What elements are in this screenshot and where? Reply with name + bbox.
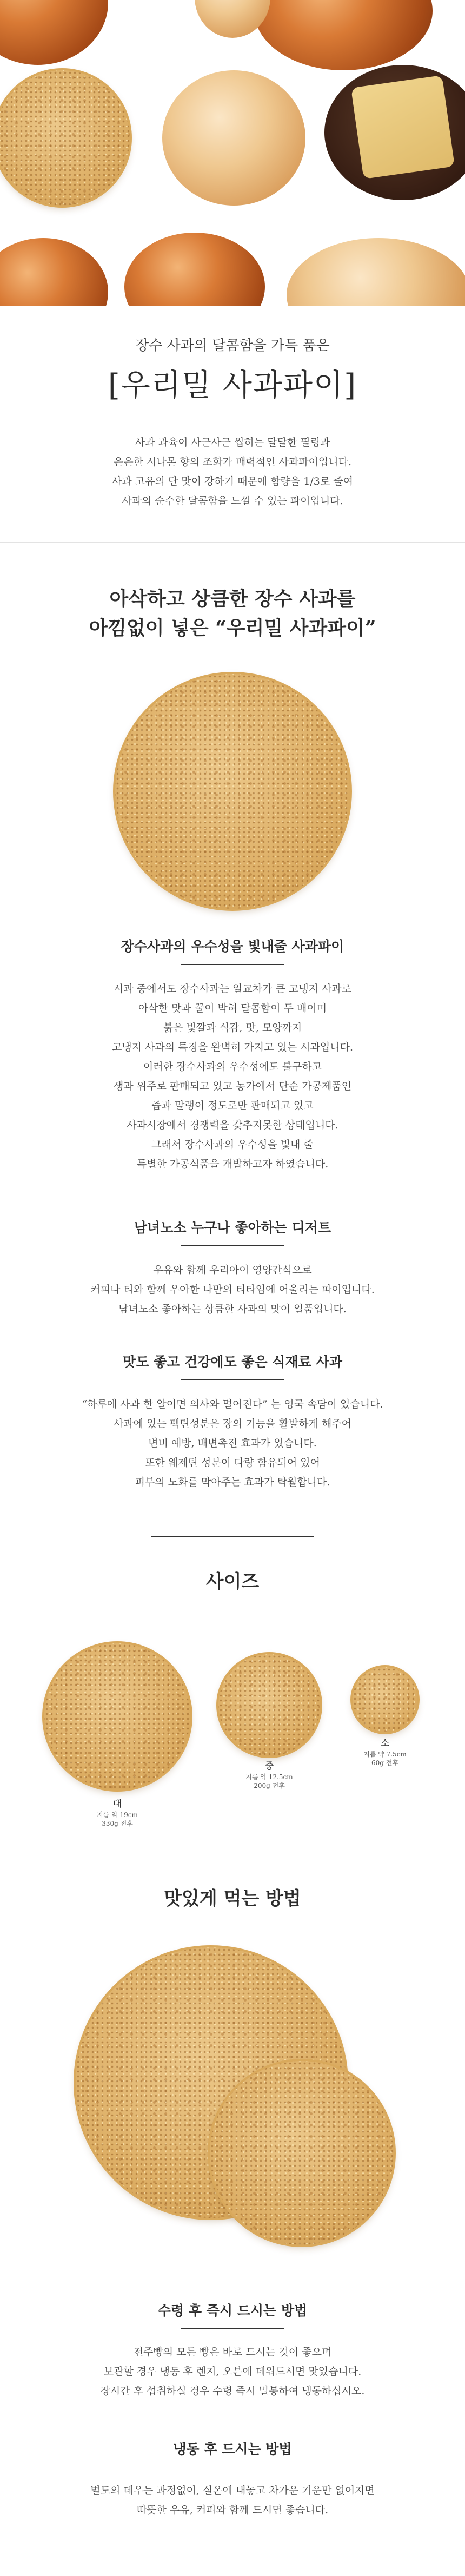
- section1-line: 즙과 말랭이 정도로만 판매되고 있고: [151, 1100, 314, 1112]
- intro-description: [0, 433, 465, 511]
- section2-line: 남녀노소 좋아하는 상큼한 사과의 맛이 일품입니다.: [118, 1303, 347, 1315]
- intro-line: 사과 고유의 단 맛이 강하기 때문에 함량을 1/3로 줄여: [112, 475, 353, 487]
- section3-line: “하루에 사과 한 알이면 의사와 멀어진다” 는 영국 속담이 있습니다.: [82, 1398, 383, 1410]
- section1-line: 시과 중에서도 장수사과는 일교차가 큰 고냉지 사과로: [113, 983, 352, 995]
- headline-line: 아낌없이 넣은 “우리밀 사과파이”: [89, 617, 376, 639]
- bread-photo: [287, 238, 465, 306]
- tip1-title: 수령 후 즉시 드시는 방법: [157, 2303, 308, 2319]
- apple-pie-small-photo: [353, 1667, 417, 1732]
- section1-body: [0, 979, 465, 1174]
- section-underline: [181, 964, 284, 965]
- tip1-line: 전주빵의 모든 빵은 바로 드시는 것이 좋으며: [133, 2346, 332, 2358]
- cheese-topping-photo: [351, 75, 455, 179]
- section3-line: 또한 웨제틴 성분이 다량 함유되어 있어: [145, 1457, 320, 1469]
- bread-photo: [195, 0, 270, 38]
- section-divider: [151, 1536, 314, 1537]
- section1-line: 아삭한 맛과 꿀이 박혀 달콤함이 두 배이며: [138, 1002, 327, 1014]
- section3-title: 맛도 좋고 건강에도 좋은 식재료 사과: [123, 1354, 342, 1370]
- size-diameter: 지름 약 7.5cm: [363, 1751, 407, 1758]
- intro-line: 사과의 순수한 달콤함을 느낄 수 있는 파이입니다.: [122, 495, 343, 507]
- section2-line: 커피나 티와 함께 우아한 나만의 티타임에 어울리는 파이입니다.: [90, 1284, 375, 1296]
- size-diameter: 지름 약 19cm: [97, 1811, 138, 1819]
- bread-photo: [254, 0, 433, 70]
- tip1-body: [0, 2342, 465, 2401]
- page-title: [우리밀 사과파이]: [108, 368, 357, 403]
- headline-line: 아삭하고 상큼한 장수 사과를: [109, 587, 356, 610]
- section1-line: 고냉지 사과의 특징을 완벽히 가지고 있는 시과입니다.: [111, 1041, 354, 1053]
- size-weight: 60g 전후: [371, 1759, 398, 1767]
- section3-line: 피부의 노화를 막아주는 효과가 탁월합니다.: [135, 1476, 330, 1488]
- bread-photo: [0, 238, 108, 306]
- size-medium-label: [221, 1758, 318, 1790]
- section1-line: 이러한 장수사과의 우수성에도 불구하고: [143, 1061, 322, 1073]
- size-large-label: [69, 1796, 166, 1828]
- section3-body: [0, 1395, 465, 1492]
- apple-pie-photo: [0, 70, 130, 206]
- section-underline: [181, 2328, 284, 2329]
- section-underline: [181, 1245, 284, 1246]
- intro-kicker: 장수 사과의 달콤함을 가득 품은: [135, 338, 330, 354]
- section1-line: 그래서 장수사과의 우수성을 빛내 줄: [151, 1139, 314, 1151]
- tip2-line: 별도의 데우는 과정없이, 실온에 내놓고 차가운 기운만 없어지면: [90, 2485, 375, 2496]
- section1-line: 붉은 빛깔과 식감, 맛, 모양까지: [163, 1022, 302, 1034]
- intro-line: 사과 과육이 사근사근 씹히는 달달한 필링과: [135, 437, 330, 448]
- section2-body: [0, 1260, 465, 1319]
- section1-line: 특별한 가공식품을 개발하고자 하였습니다.: [136, 1158, 329, 1170]
- section-divider: [0, 542, 465, 543]
- apple-pie-large-photo: [44, 1643, 190, 1789]
- section3-line: 사과에 있는 펙틴성분은 장의 기능을 활발하게 해주어: [113, 1418, 352, 1430]
- tip2-body: [0, 2481, 465, 2520]
- size-weight: 200g 전후: [254, 1782, 285, 1789]
- headline: [0, 584, 465, 643]
- tip2-title: 냉동 후 드시는 방법: [173, 2441, 292, 2457]
- size-small-label: [336, 1735, 434, 1767]
- section3-line: 변비 예방, 배변촉진 효과가 있습니다.: [148, 1437, 317, 1449]
- section2-title: 남녀노소 누구나 좋아하는 디저트: [134, 1220, 331, 1236]
- tip2-line: 따뜻한 우유, 커피와 함께 드시면 좋습니다.: [136, 2504, 329, 2516]
- bread-photo: [0, 0, 108, 65]
- size-name: 소: [380, 1738, 390, 1749]
- size-diameter: 지름 약 12.5cm: [245, 1773, 293, 1781]
- bread-photo: [162, 70, 305, 206]
- sizes-title: 사이즈: [205, 1571, 260, 1593]
- apple-pie-photo: [115, 674, 350, 909]
- section1-line: 생과 위주로 판매되고 있고 농가에서 단순 가공제품인: [113, 1080, 352, 1092]
- size-name: 중: [264, 1761, 274, 1772]
- howto-title: 맛있게 먹는 방법: [164, 1888, 301, 1910]
- section2-line: 우유와 함께 우리아이 영양간식으로: [153, 1264, 312, 1276]
- section-underline: [181, 1379, 284, 1380]
- size-name: 대: [112, 1799, 122, 1809]
- bread-photo: [124, 233, 265, 306]
- tip1-line: 장시간 후 섭취하실 경우 수령 즉시 밀봉하여 냉동하십시오.: [100, 2385, 365, 2397]
- section1-line: 사과시장에서 경쟁력을 갖추지못한 상태입니다.: [127, 1119, 338, 1131]
- apple-pie-small-photo: [210, 2061, 394, 2245]
- apple-pie-medium-photo: [218, 1654, 320, 1756]
- intro-line: 은은한 시나몬 향의 조화가 매력적인 사과파이입니다.: [113, 456, 352, 468]
- hero-photo-collage: [0, 0, 465, 306]
- tip1-line: 보관할 경우 냉동 후 렌지, 오븐에 데워드시면 맛있습니다.: [103, 2366, 362, 2377]
- size-weight: 330g 전후: [102, 1820, 133, 1827]
- section1-title: 장수사과의 우수성을 빛내줄 사과파이: [121, 939, 344, 954]
